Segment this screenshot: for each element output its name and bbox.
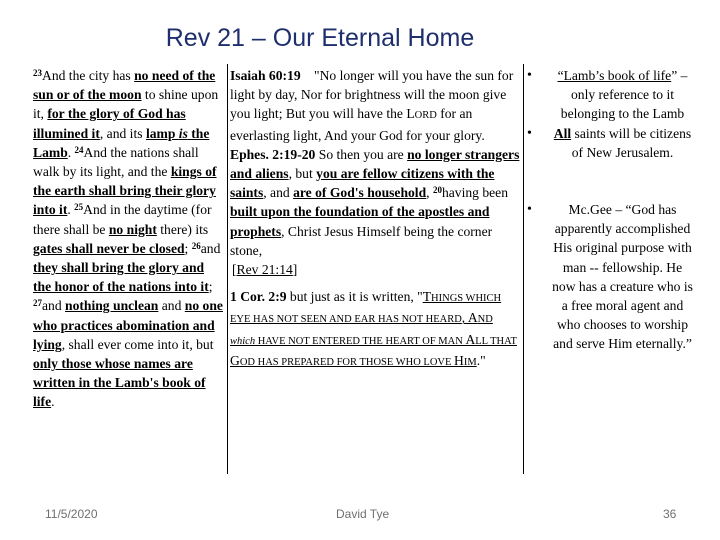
slide-title: Rev 21 – Our Eternal Home xyxy=(165,24,475,52)
revelation-passage: $^{23}$And the city has no need of the sun or of the moon to shine upon it, for the glory of God has illumined it, and its lamp is the Lamb. $^{24}$And the nations shall walk by its light, and the kings of the earth shall bring their glory into it. $^{25}$And in the daytime (for there shall be no night there) its gates shall never be closed; $^{26}$and they shall bring the glory and the honor of the nations into it; $^{27}$and nothing unclean and no one who practices abomination and lying, shall ever come into it, but only those whose names are written in the Lamb's book of life. xyxy=(33,68,223,410)
cross-references xyxy=(230,66,520,372)
corinthians-reference: 1 Cor. 2:9 but just as it is written, "THINGS WHICH EYE HAS NOT SEEN AND EAR HAS NOT HEARD, AND which HAVE NOT ENTERED THE HEART OF MAN ALL THAT GOD HAS PREPARED FOR THOSE WHO LOVE HIM." xyxy=(230,289,517,368)
revelation-cross-link: [Rev 21:14] xyxy=(232,262,298,278)
notes-column xyxy=(527,66,694,354)
note-bullet: • “Lamb’s book of life” – only reference to it belonging to the Lamb xyxy=(527,66,694,124)
verse-number: 23 xyxy=(33,68,42,78)
footer-date: 11/5/2020 xyxy=(45,507,98,521)
note-bullet: • Mc.Gee – “God has apparently accomplished His original purpose with man -- fellowship. He now has a creature who is a free moral agent and who chooses to worship and serve Him eternally.” xyxy=(527,200,694,354)
reference-label: Ephes. 2:19-20 xyxy=(230,146,316,162)
column-divider xyxy=(523,64,524,474)
ephesians-reference: Ephes. 2:19-20 So then you are no longer strangers and aliens, but you are fellow citizens with the saints, and are of God's household, $^{20}$having been built upon the foundation of the apostles and prophets, Christ Jesus Himself being the corner stone, xyxy=(230,146,520,258)
verse-number: 25 xyxy=(74,202,84,213)
rev-link[interactable]: Rev 21:14 xyxy=(236,262,293,278)
page-number: 36 xyxy=(663,507,677,521)
reference-label: 1 Cor. 2:9 xyxy=(230,289,287,305)
verse-number: 26 xyxy=(191,240,201,251)
column-divider xyxy=(227,64,228,474)
verse-number: 24 xyxy=(74,144,84,155)
footer-author: David Tye xyxy=(336,507,390,521)
reference-label: Isaiah 60:19 xyxy=(230,68,301,83)
note-bullet: • All saints will be citizens of New Jerusalem. xyxy=(527,124,694,162)
isaiah-reference: Isaiah 60:19 "No longer will you have the sun for light by day, Nor for brightness will the moon give you light; But you will have the LORD for an everlasting light, And your God for your glory. xyxy=(230,68,514,143)
verse-number: 27 xyxy=(33,298,42,309)
